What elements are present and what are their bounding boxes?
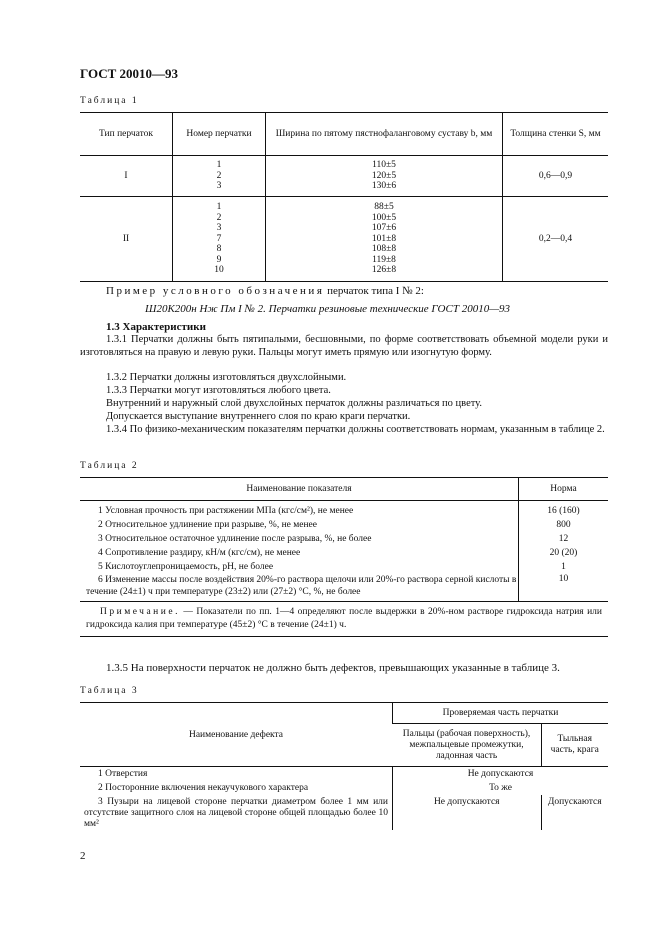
t2-row-name: 3 Относительное остаточное удлинение после разрыва, %, не более [98,534,372,544]
t1-type: II [122,234,130,244]
t3-row-value1: Не допускаются [393,795,542,830]
t2-row-value: 12 [519,532,609,546]
table1-caption: Таблица 1 [80,96,139,106]
t3-row-name: 3 Пузыри на лицевой стороне перчатки диаметром более 1 мм или отсутствие защитного слоя на лицевой стороне общей площадью более 10 мм² [84,797,388,829]
t2-row-value: 20 (20) [519,546,609,560]
t1-header-width: Ширина по пятому пястнофаланговому суставу b, мм [266,113,503,156]
table2 [80,477,608,637]
t3-header-sub1: Пальцы (рабочая поверхность), межпальцевые промежутки, ладонная часть [393,724,542,767]
para-inner-layer: Допускается выступание внутреннего слоя по краю краги перчатки. [106,411,411,422]
t3-header-group: Проверяемая часть перчатки [393,703,609,724]
para-131: 1.3.1 Перчатки должны быть пятипалыми, бесшовными, по форме соответствовать объемной модели руки и изготовляться на правую и левую руки. Пальцы могут иметь прямую или изогнутую форму. [80,334,608,358]
t1-header-number: Номер перчатки [173,113,266,156]
t2-row-name: 5 Кислотоуглепроницаемость, рН, не более [98,562,274,572]
t2-header-value: Норма [519,478,609,501]
t2-row-value: 16 (160) [519,501,609,519]
example-line [106,285,424,298]
t2-row-name: 2 Относительное удлинение при разрыве, %, не менее [98,520,317,530]
t1-widths: 88±5 100±5 107±6 101±8 108±8 119±8 126±8 [266,197,503,282]
para-132: 1.3.2 Перчатки должны изготовляться двухслойными. [106,372,347,383]
t2-row-value: 1 [519,560,609,574]
example-lead: Пример условного обозначения [106,285,325,297]
para-133: 1.3.3 Перчатки могут изготовляться любого цвета. [106,385,331,396]
example-rest: перчаток типа I № 2: [324,285,424,297]
t1-header-thickness: Толщина стенки S, мм [503,113,609,156]
table1 [80,112,608,282]
t1-numbers: 1 2 3 7 8 9 10 [173,197,266,282]
t1-header-type: Тип перчаток [80,113,173,156]
table3-caption: Таблица 3 [80,686,139,696]
table3 [80,702,608,830]
t3-row-value: То же [393,781,609,795]
t1-thickness: 0,6—0,9 [503,156,609,197]
t1-numbers: 1 2 3 [173,156,266,197]
page-number: 2 [80,850,86,862]
section-title: 1.3 Характеристики [106,321,206,333]
table2-caption: Таблица 2 [80,461,139,471]
document-header: ГОСТ 20010—93 [80,66,179,81]
t3-header-name: Наименование дефекта [80,703,393,767]
t2-note: Примечание. — Показатели по пп. 1—4 определяют после выдержки в 20%-ном растворе гидроксида натрия или гидроксида калия при температуре (45±2) °С в течение (24±1) ч. [80,602,608,637]
t1-type: I [80,156,173,197]
t1-thickness: 0,2—0,4 [503,197,609,282]
t1-widths: 110±5 120±5 130±6 [266,156,503,197]
t3-row-value: Не допускаются [393,767,609,782]
t2-header-name: Наименование показателя [80,478,519,501]
t3-row-name: 2 Посторонние включения некаучукового характера [98,783,309,793]
para-layers: Внутренний и наружный слой двухслойных перчаток должны различаться по цвету. [106,398,483,409]
t2-row-name: 1 Условная прочность при растяжении МПа (кгс/см²), не менее [98,506,354,516]
t2-row-value: 10 [519,574,609,602]
t3-header-sub2: Тыльная часть, крага [541,724,608,767]
t2-row-value: 800 [519,518,609,532]
t3-row-value2: Допускаются [541,795,608,830]
t2-row-name: 4 Сопротивление раздиру, кН/м (кгс/см), не менее [98,548,301,558]
t2-row-name: 6 Изменение массы после воздействия 20%-го раствора щелочи или 20%-го раствора серной кислоты в течение (24±1) ч при температуре (23±2) или (27±2) °С, %, не более [86,575,517,597]
para-135: 1.3.5 На поверхности перчаток не должно быть дефектов, превышающих указанные в таблице 3. [106,662,560,674]
t3-row-name: 1 Отверстия [98,769,148,779]
example-designation: Ш20К200н Нж Пм I № 2. Перчатки резиновые технические ГОСТ 20010—93 [145,303,510,315]
para-134: 1.3.4 По физико-механическим показателям перчатки должны соответствовать нормам, указанным в таблице 2. [106,424,605,435]
